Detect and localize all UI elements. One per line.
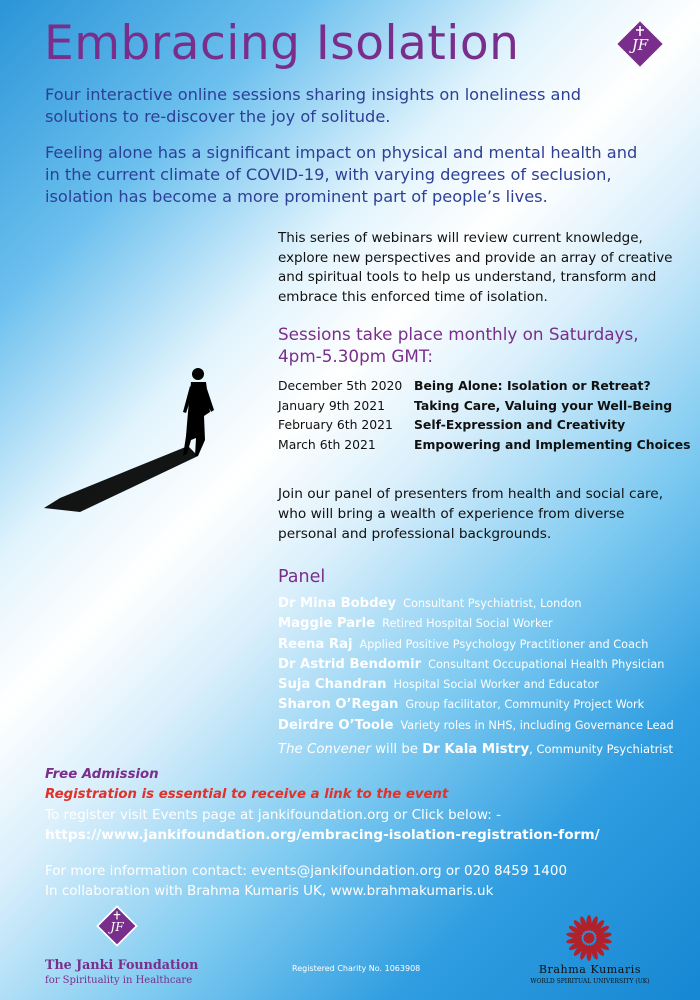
- janki-foundation-name: The Janki Foundation: [45, 957, 199, 972]
- panel-member-name: Reena Raj: [278, 636, 353, 652]
- contact-line: For more information contact: events@jankifoundation.org or 020 8459 1400: [45, 863, 568, 879]
- panel-member: [278, 633, 674, 653]
- panel-member-role: Consultant Psychiatrist, London: [403, 597, 582, 610]
- panel-member-role: Consultant Occupational Health Physician: [428, 657, 665, 671]
- brahma-kumaris-subtitle: WORLD SPIRITUAL UNIVERSITY (UK): [530, 978, 650, 985]
- panel-member: [278, 714, 674, 734]
- free-admission-label: Free Admission: [45, 767, 159, 782]
- panel-member: [278, 592, 674, 612]
- panel-member: [278, 673, 674, 693]
- session-title: Being Alone: Isolation or Retreat?: [414, 378, 651, 393]
- collaboration-line: In collaboration with Brahma Kumaris UK, www.brahmakumaris.uk: [45, 883, 494, 899]
- charity-number: Registered Charity No. 1063908: [292, 964, 421, 973]
- session-date: March 6th 2021: [278, 436, 376, 452]
- panel-member: [278, 653, 674, 673]
- session-date: December 5th 2020: [278, 378, 403, 393]
- convener-role: , Community Psychiatrist: [529, 742, 673, 756]
- intro-summary: Four interactive online sessions sharing insights on loneliness and solutions to re-discover the joy of solitude.: [45, 85, 581, 126]
- panel-member-role: Group facilitator, Community Project Work: [405, 698, 645, 712]
- session-title: Empowering and Implementing Choices: [414, 436, 691, 452]
- convener-connector: will be: [370, 742, 423, 757]
- panel-member-role: Retired Hospital Social Worker: [382, 617, 553, 631]
- panel-intro: Join our panel of presenters from health and social care, who will bring a wealth of experience from diverse personal and professional backgrounds.: [278, 486, 664, 542]
- series-description: This series of webinars will review current knowledge, explore new perspectives and provide an array of creative and spiritual tools to help us understand, transform and embrace this enforced time of isolation.: [278, 230, 673, 305]
- svg-text:JF: JF: [631, 36, 649, 54]
- session-date: February 6th 2021: [278, 417, 393, 432]
- convener-name: Dr Kala Mistry: [422, 742, 530, 757]
- registration-link[interactable]: https://www.jankifoundation.org/embracing-isolation-registration-form/: [45, 827, 600, 843]
- panel-member-name: Deirdre O’Toole: [278, 717, 394, 733]
- page-title: Embracing Isolation: [44, 16, 520, 71]
- intro-context: Feeling alone has a significant impact on physical and mental health and in the current climate of COVID-19, with varying degrees of seclusion, isolation has become a more prominent part of people’s lives.: [45, 143, 638, 206]
- svg-text:JF: JF: [110, 919, 124, 934]
- session-date: January 9th 2021: [278, 397, 385, 413]
- brahma-kumaris-name: Brahma Kumaris: [538, 963, 642, 976]
- panel-member: [278, 693, 674, 713]
- register-instructions: To register visit Events page at jankifoundation.org or Click below: -: [45, 807, 501, 823]
- janki-foundation-logo-icon: [95, 904, 139, 948]
- panel-member-name: Suja Chandran: [278, 677, 387, 693]
- panel-member-name: Dr Astrid Bendomir: [278, 656, 422, 672]
- panel-member-role: Variety roles in NHS, including Governance Lead: [400, 718, 674, 732]
- session-title: Taking Care, Valuing your Well-Being: [414, 397, 673, 413]
- convener-line: [278, 742, 673, 757]
- panel-member-role: Hospital Social Worker and Educator: [393, 678, 600, 692]
- sessions-heading: Sessions take place monthly on Saturdays, 4pm-5.30pm GMT:: [278, 324, 639, 366]
- panel-member-name: Dr Mina Bobdey: [278, 596, 397, 611]
- registration-notice: Registration is essential to receive a link to the event: [45, 787, 449, 802]
- panel-member: [278, 612, 674, 632]
- panel-heading: Panel: [278, 567, 326, 587]
- panel-member-role: Applied Positive Psychology Practitioner and Coach: [359, 637, 649, 651]
- contact-block: [45, 861, 567, 901]
- session-title: Self-Expression and Creativity: [414, 417, 626, 432]
- brahma-kumaris-emblem-icon: [563, 912, 615, 964]
- convener-label: The Convener: [278, 742, 371, 757]
- panel-member-name: Sharon O’Regan: [278, 697, 399, 713]
- janki-foundation-tagline: for Spirituality in Healthcare: [45, 975, 193, 986]
- walking-person-shadow-illustration: [40, 360, 230, 530]
- panel-member-name: Maggie Parle: [278, 616, 376, 632]
- panel-list: [278, 592, 674, 734]
- janki-foundation-logo-icon: [613, 17, 667, 71]
